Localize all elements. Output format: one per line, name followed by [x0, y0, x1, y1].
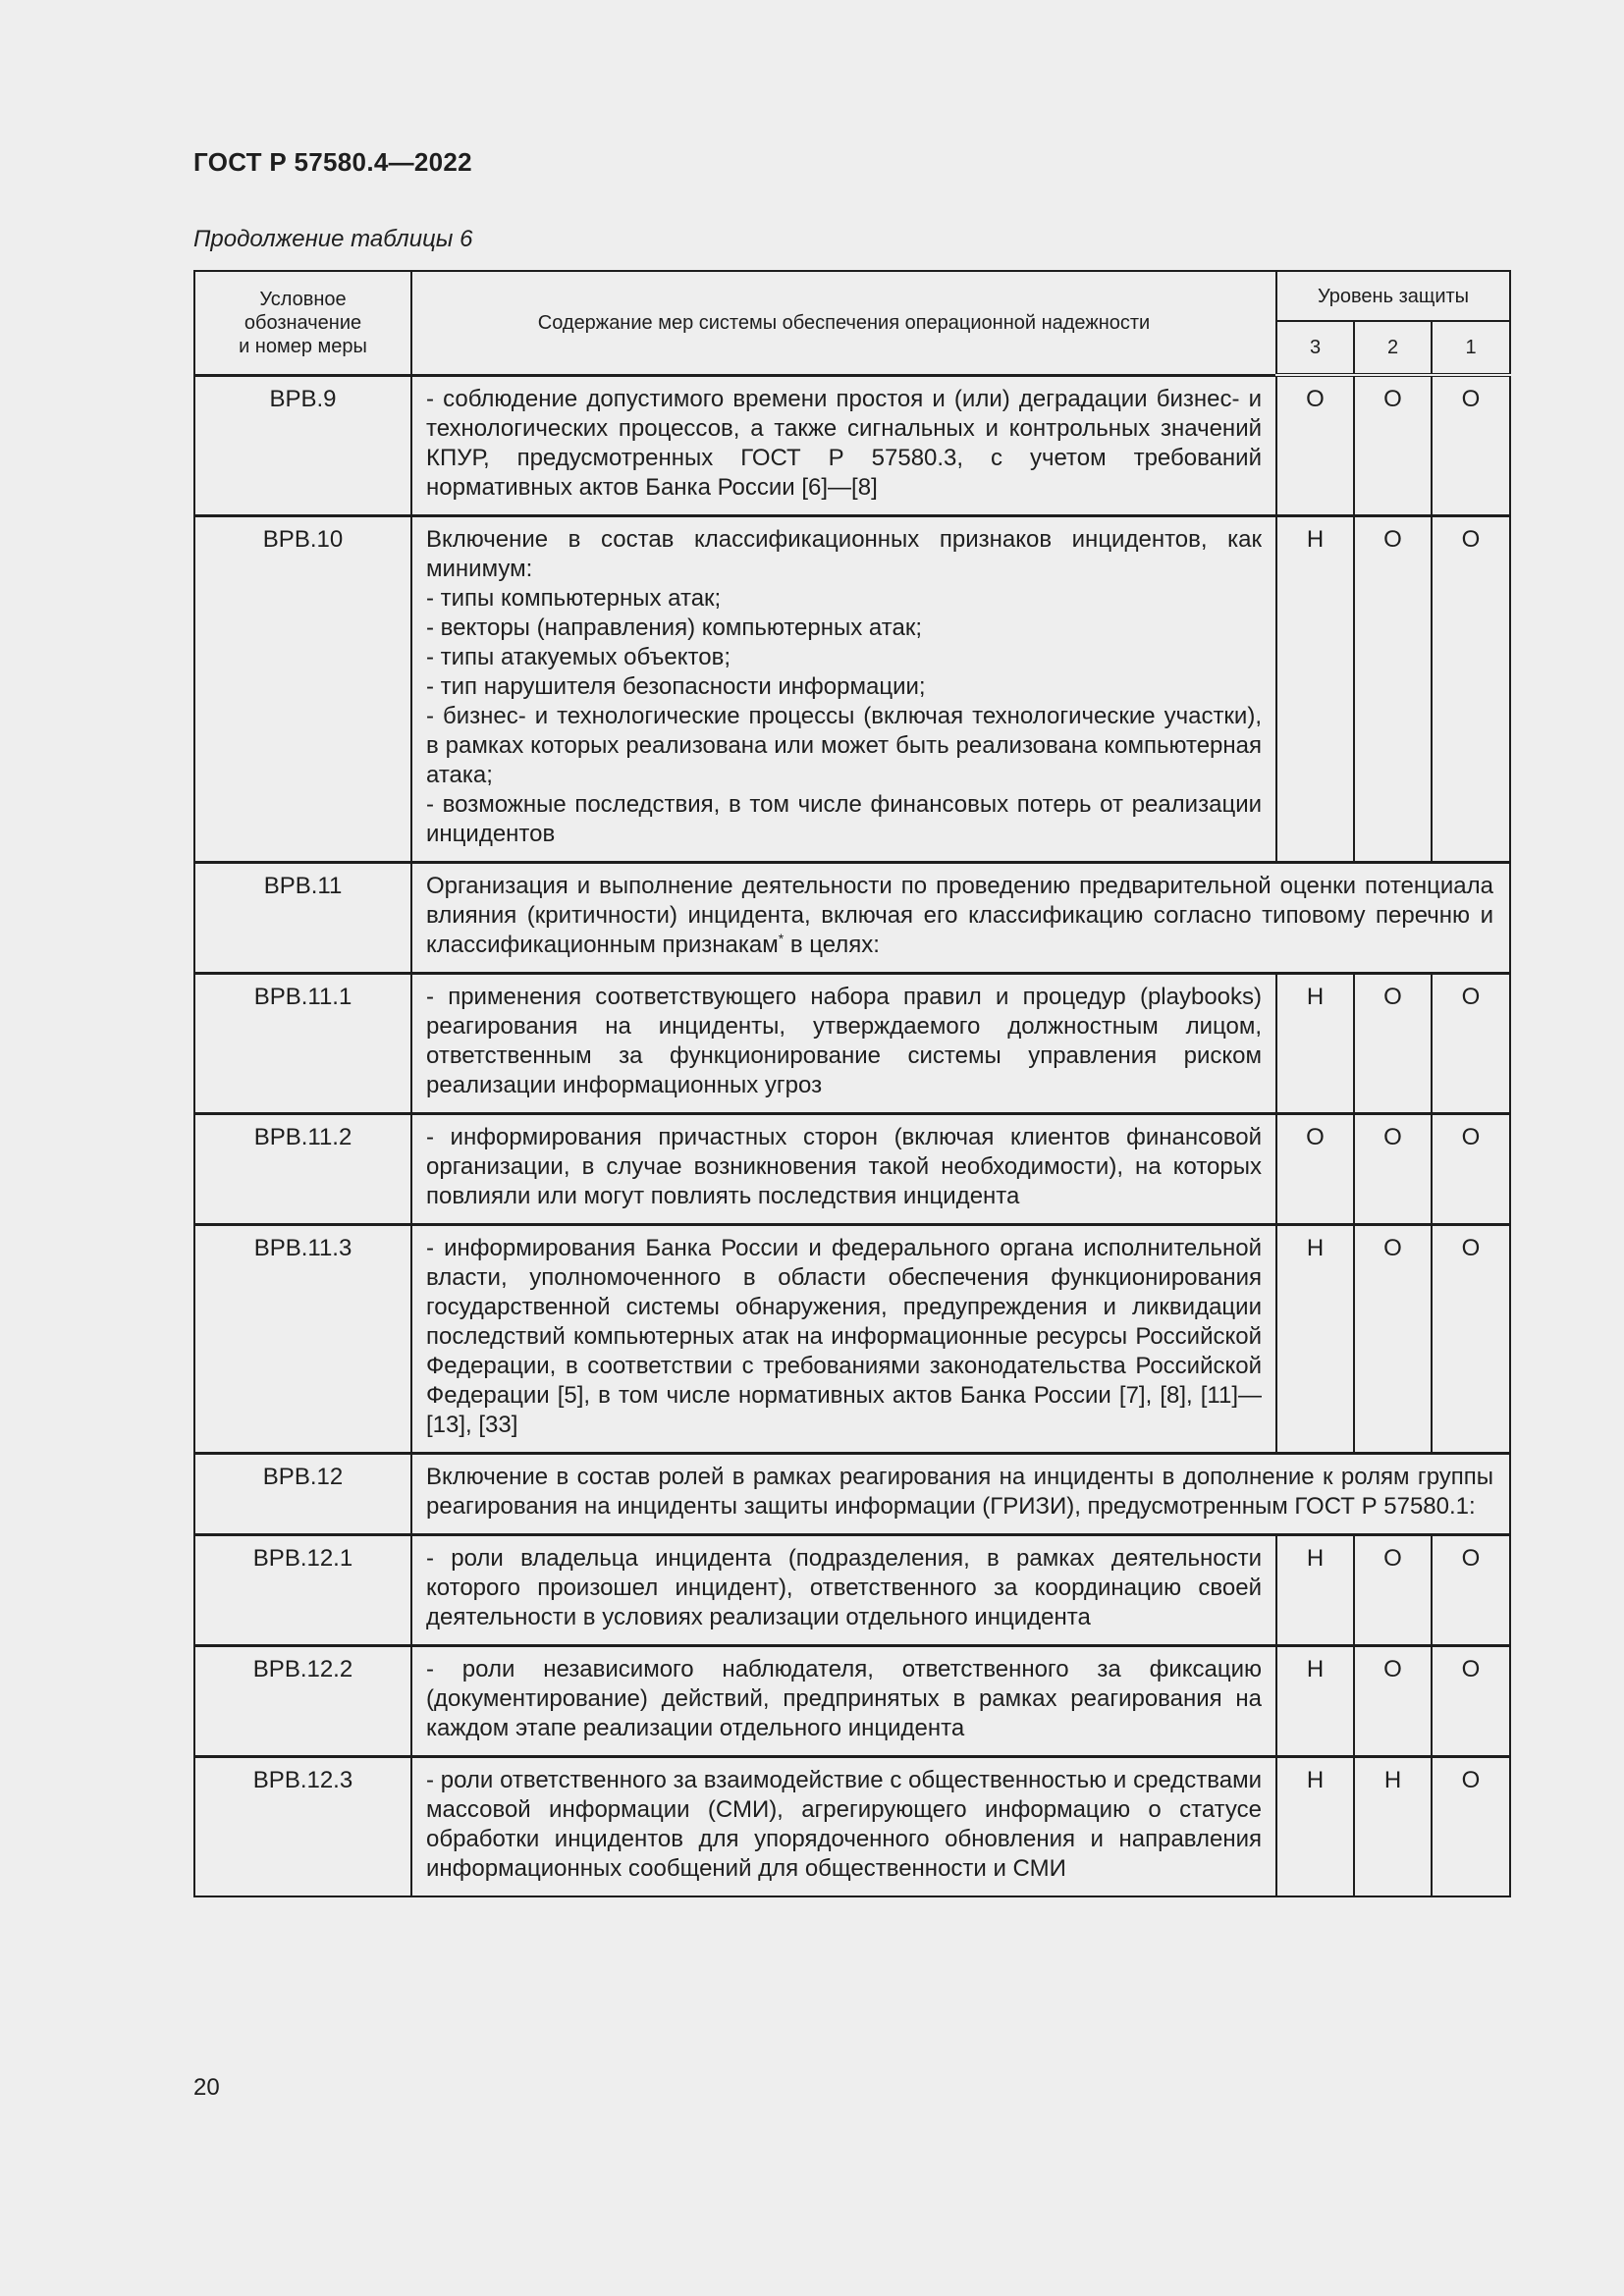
table-row: [194, 1534, 1510, 1645]
level-2-cell: О: [1354, 1534, 1432, 1645]
footnote-mark: *: [778, 930, 785, 946]
measure-code: ВРВ.12.3: [194, 1756, 411, 1896]
level-1-cell: О: [1432, 1224, 1510, 1453]
level-3-cell: Н: [1276, 515, 1354, 862]
level-1-cell: О: [1432, 1645, 1510, 1756]
level-3-cell: Н: [1276, 1534, 1354, 1645]
measure-code: ВРВ.11.1: [194, 973, 411, 1113]
table-row: [194, 1113, 1510, 1224]
content-line: - роли владельца инцидента (подразделения, в рамках деятельности которого произошел инцидент), ответственного за координацию своей деятельности в условиях реализации отдельного инцидента: [426, 1544, 1262, 1630]
level-2-cell: О: [1354, 1224, 1432, 1453]
content-line: - роли независимого наблюдателя, ответственного за фиксацию (документирование) действий, предпринятых в рамках реагирования на каждом этапе реализации отдельного инцидента: [426, 1655, 1262, 1741]
content-line: Организация и выполнение деятельности по проведению предварительной оценки потенциала влияния (критичности) инцидента, включая его классификацию согласно типовому перечню и классификационным признакам: [426, 872, 1494, 958]
table-row: [194, 1756, 1510, 1896]
measure-code: ВРВ.12.2: [194, 1645, 411, 1756]
measure-content: [411, 1645, 1276, 1756]
content-line: - векторы (направления) компьютерных атак;: [426, 614, 922, 641]
level-2-cell: О: [1354, 973, 1432, 1113]
level-1-cell: О: [1432, 973, 1510, 1113]
measure-code: ВРВ.11.2: [194, 1113, 411, 1224]
level-2-cell: Н: [1354, 1756, 1432, 1896]
measure-content: [411, 973, 1276, 1113]
table-caption: Продолжение таблицы 6: [193, 226, 473, 252]
header-code: [194, 271, 411, 375]
table-row: [194, 1453, 1510, 1534]
level-3-cell: Н: [1276, 973, 1354, 1113]
measure-content: [411, 1453, 1510, 1534]
table-body: [194, 375, 1510, 1896]
measure-code: ВРВ.12.1: [194, 1534, 411, 1645]
content-line: - информирования Банка России и федерального органа исполнительной власти, уполномоченного в области обеспечения функционирования государственной системы обнаружения, предупреждения и ликвидации последствий компьютерных атак на информационные ресурсы Российской Федерации, в соответствии с требованиями законодательства Российской Федерации [5], в том числе нормативных актов Банка России [7], [8], [11]—[13], [33]: [426, 1234, 1262, 1438]
table-row: [194, 1645, 1510, 1756]
measure-content: [411, 515, 1276, 862]
header-level-2: 2: [1354, 321, 1432, 375]
level-3-cell: Н: [1276, 1645, 1354, 1756]
page-number: 20: [193, 2074, 220, 2101]
measure-code: ВРВ.9: [194, 375, 411, 515]
measure-content: [411, 862, 1510, 973]
measures-table: [193, 270, 1511, 1897]
table-row: [194, 1224, 1510, 1453]
content-line: Включение в состав классификационных признаков инцидентов, как минимум:: [426, 525, 1262, 582]
measure-content: [411, 1756, 1276, 1896]
content-line: - бизнес- и технологические процессы (включая технологические участки), в рамках которых реализована или может быть реализована компьютерная атака;: [426, 702, 1262, 788]
content-line: - тип нарушителя безопасности информации;: [426, 672, 926, 700]
level-1-cell: О: [1432, 375, 1510, 515]
level-3-cell: Н: [1276, 1756, 1354, 1896]
level-3-cell: О: [1276, 375, 1354, 515]
header-code-line: обозначение: [244, 311, 362, 334]
header-code-line: и номер меры: [239, 335, 367, 357]
level-3-cell: О: [1276, 1113, 1354, 1224]
measure-code: ВРВ.11: [194, 862, 411, 973]
header-level-1: 1: [1432, 321, 1510, 375]
content-line: - соблюдение допустимого времени простоя и (или) деградации бизнес- и технологических процессов, а также сигнальных и контрольных значений КПУР, предусмотренных ГОСТ Р 57580.3, с учетом требований нормативных актов Банка России [6]—[8]: [426, 385, 1262, 501]
level-1-cell: О: [1432, 1534, 1510, 1645]
content-line: - типы атакуемых объектов;: [426, 643, 731, 670]
content-line: Включение в состав ролей в рамках реагирования на инциденты в дополнение к ролям группы реагирования на инциденты защиты информации (ГРИЗИ), предусмотренным ГОСТ Р 57580.1:: [426, 1463, 1494, 1520]
measure-code: ВРВ.12: [194, 1453, 411, 1534]
level-2-cell: О: [1354, 1113, 1432, 1224]
table-row: [194, 862, 1510, 973]
document-code: ГОСТ Р 57580.4—2022: [193, 147, 472, 177]
header-content: Содержание мер системы обеспечения операционной надежности: [411, 271, 1276, 375]
level-1-cell: О: [1432, 1113, 1510, 1224]
table-row: [194, 375, 1510, 515]
level-3-cell: Н: [1276, 1224, 1354, 1453]
measure-code: ВРВ.11.3: [194, 1224, 411, 1453]
measure-content: [411, 375, 1276, 515]
header-protection-level: Уровень защиты: [1276, 271, 1510, 321]
level-2-cell: О: [1354, 1645, 1432, 1756]
level-1-cell: О: [1432, 515, 1510, 862]
measure-content: [411, 1534, 1276, 1645]
content-line: - роли ответственного за взаимодействие с общественностью и средствами массовой информации (СМИ), агрегирующего информацию о статусе обработки инцидентов для упорядоченного обновления и направления информационных сообщений для общественности и СМИ: [426, 1766, 1262, 1882]
level-2-cell: О: [1354, 375, 1432, 515]
header-code-line: Условное: [259, 288, 347, 310]
content-line: в целях:: [789, 931, 880, 958]
content-line: - возможные последствия, в том числе финансовых потерь от реализации инцидентов: [426, 790, 1262, 847]
measure-content: [411, 1113, 1276, 1224]
measure-code: ВРВ.10: [194, 515, 411, 862]
level-2-cell: О: [1354, 515, 1432, 862]
content-line: - информирования причастных сторон (включая клиентов финансовой организации, в случае возникновения такой необходимости), на которых повлияли или могут повлиять последствия инцидента: [426, 1123, 1262, 1209]
header-level-3: 3: [1276, 321, 1354, 375]
level-1-cell: О: [1432, 1756, 1510, 1896]
table-row: [194, 973, 1510, 1113]
content-line: - типы компьютерных атак;: [426, 584, 722, 612]
measure-content: [411, 1224, 1276, 1453]
table-row: [194, 515, 1510, 862]
content-line: - применения соответствующего набора правил и процедур (playbooks) реагирования на инциденты, утверждаемого должностным лицом, ответственным за функционирование системы управления риском реализации информационных угроз: [426, 983, 1262, 1098]
